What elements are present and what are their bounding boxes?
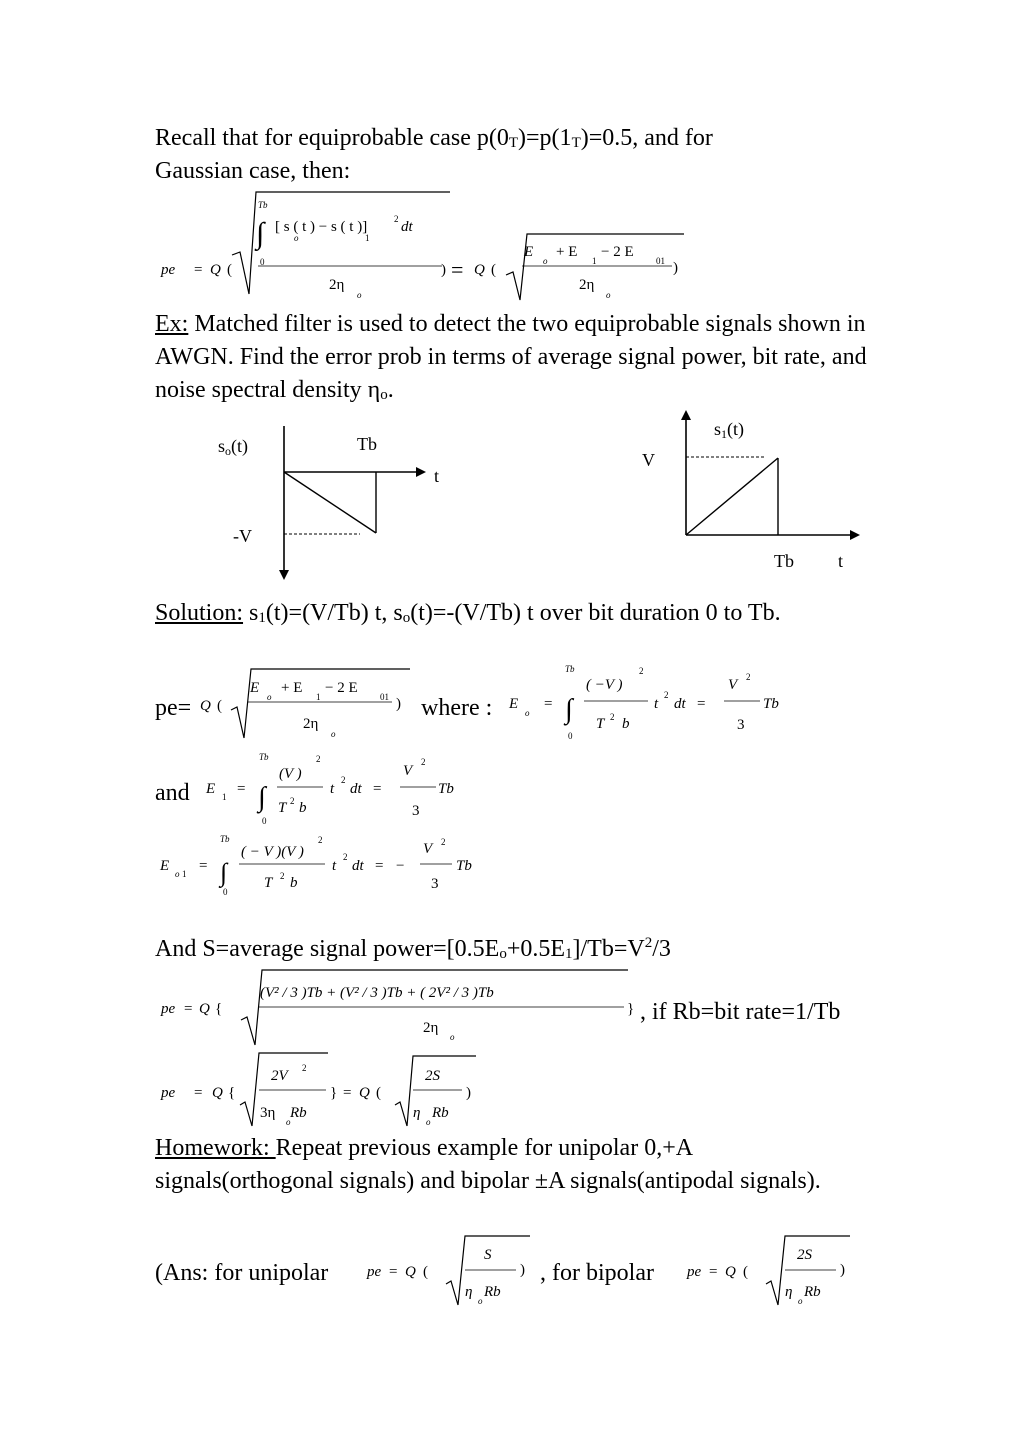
denominator-rb: Rb xyxy=(432,1105,449,1121)
intro-text: Recall that for equiprobable case p(0 xyxy=(155,125,509,151)
s1-t-label: t xyxy=(838,551,844,571)
superscript: 2 xyxy=(343,852,348,862)
q-function: Q xyxy=(359,1085,370,1101)
solution-text: (t)=(V/Tb) t, s xyxy=(265,600,403,626)
homework-label: Homework: xyxy=(155,1135,276,1161)
q-function: Q xyxy=(474,262,485,278)
dt: dt xyxy=(401,219,413,235)
example-text: Matched filter is used to detect the two equiprobable signals shown in AWGN. Find the error prob in terms of average signal power, bit rate, and noise spectral density xyxy=(155,311,867,403)
homework-text: Repeat previous example for unipolar 0,+A signals(orthogonal signals) and bipolar ±A signals(antipodal signals). xyxy=(155,1135,821,1194)
subscript: o xyxy=(798,1296,803,1306)
subscript: o xyxy=(543,256,548,266)
paren: ) xyxy=(396,696,401,712)
lower-limit: 0 xyxy=(223,887,228,897)
integral-sign: ∫ xyxy=(220,858,228,887)
plus-energy: + E xyxy=(281,680,303,696)
subscript: o xyxy=(267,692,272,702)
denominator-T: T xyxy=(264,875,273,891)
tb-factor: Tb xyxy=(438,781,454,797)
superscript: 2 xyxy=(644,935,653,951)
intro-text: )=0.5, and for xyxy=(580,125,713,151)
equals-sign: = xyxy=(709,1264,718,1280)
intro-text: )=p(1 xyxy=(518,125,572,151)
equals-sign: = xyxy=(544,696,553,712)
variable-t: t xyxy=(654,696,659,712)
lower-limit: 0 xyxy=(260,257,265,267)
upper-limit: Tb xyxy=(220,834,230,844)
minus-sign: − xyxy=(396,858,405,874)
subscript: T xyxy=(571,135,581,151)
energy-symbol: E xyxy=(509,696,519,712)
denominator-b: b xyxy=(290,875,298,891)
q-function: Q xyxy=(210,262,221,278)
equals-sign: = xyxy=(199,858,208,874)
subscript: o xyxy=(331,729,336,739)
denominator: 2η xyxy=(579,277,595,293)
superscript: 2 xyxy=(341,775,346,785)
subscript: 1 xyxy=(182,869,187,879)
paren: ( xyxy=(217,698,222,714)
paren: ( xyxy=(423,1264,428,1280)
solution-label: Solution: xyxy=(155,600,244,626)
paren: ( xyxy=(491,262,496,278)
subscript: o xyxy=(175,869,180,879)
brace: } xyxy=(330,1085,338,1101)
tb-factor: Tb xyxy=(456,858,472,874)
superscript: 2 xyxy=(664,690,669,700)
numerator-expression: (V² / 3 )Tb + (V² / 3 )Tb + ( 2V² / 3 )Tb xyxy=(260,985,494,1001)
q-function: Q xyxy=(725,1264,736,1280)
avg-power-text: ]/Tb=V xyxy=(572,936,645,962)
paren: ( xyxy=(227,262,232,278)
avg-power-text: +0.5E xyxy=(506,936,566,962)
denominator-eta: η xyxy=(465,1284,473,1300)
lower-limit: 0 xyxy=(568,731,573,741)
intro-text: Gaussian case, then: xyxy=(155,158,351,184)
s1-tb-label: Tb xyxy=(774,551,794,571)
subscript: o xyxy=(380,387,388,403)
s0-t-label: t xyxy=(434,466,440,486)
solution-text: (t)=-(V/Tb) t over bit duration 0 to Tb. xyxy=(410,600,781,626)
denominator: 2η xyxy=(423,1020,439,1036)
lower-limit: 0 xyxy=(262,816,267,826)
equals-sign: = xyxy=(237,781,246,797)
denominator: 3η xyxy=(260,1105,276,1121)
brace: { xyxy=(215,1001,223,1017)
dt: dt xyxy=(350,781,362,797)
avg-power-text: And S=average signal power=[0.5E xyxy=(155,936,500,962)
tb-factor: Tb xyxy=(763,696,779,712)
integral-sign: ∫ xyxy=(258,782,266,813)
denominator: 2η xyxy=(303,716,319,732)
denominator-eta: η xyxy=(785,1284,793,1300)
denominator-rb: Rb xyxy=(804,1284,821,1300)
numerator: ( − V )(V ) xyxy=(241,844,304,860)
denominator-b: b xyxy=(299,800,307,816)
q-function: Q xyxy=(199,1001,210,1017)
denominator-T: T xyxy=(596,716,605,732)
q-function: Q xyxy=(405,1264,416,1280)
denominator-rb: Rb xyxy=(290,1105,307,1121)
energy-symbol: E xyxy=(160,858,170,874)
plus-energy: + E xyxy=(556,244,578,260)
numerator: ( −V ) xyxy=(586,677,623,693)
subscript: 1 xyxy=(592,256,597,266)
numerator: 2S xyxy=(797,1247,812,1263)
brace: { xyxy=(228,1085,236,1101)
bitrate-note: , if Rb=bit rate=1/Tb xyxy=(640,999,841,1025)
superscript: 2 xyxy=(421,757,426,767)
and-label: and xyxy=(155,780,190,806)
superscript: 2 xyxy=(280,871,285,881)
q-function: Q xyxy=(212,1085,223,1101)
subscript: 1 xyxy=(222,792,227,802)
denominator-b: b xyxy=(622,716,630,732)
subscript: o xyxy=(286,1117,291,1127)
s0-label: so(t) xyxy=(218,436,249,458)
paren: ) xyxy=(840,1262,845,1278)
minus-energy: − 2 E xyxy=(325,680,358,696)
q-function: Q xyxy=(200,698,211,714)
numerator-expression: [ s ( t ) − s ( t )] xyxy=(275,219,368,235)
where-label: where : xyxy=(421,695,493,721)
equals-sign: = xyxy=(697,696,706,712)
equals-sign: = xyxy=(373,781,382,797)
dt: dt xyxy=(352,858,364,874)
subscript: o xyxy=(478,1296,483,1306)
denominator: 3 xyxy=(412,803,420,819)
equals-sign: = xyxy=(184,1001,193,1017)
numerator: S xyxy=(484,1247,492,1263)
brace: } xyxy=(627,1001,635,1017)
equals-sign: = xyxy=(375,858,384,874)
equals-sign: = xyxy=(389,1264,398,1280)
energy-symbol: E xyxy=(250,680,260,696)
numerator-V: V xyxy=(403,763,413,779)
pe-symbol: pe xyxy=(161,1001,176,1017)
example-text: . xyxy=(387,377,394,403)
paren: ) xyxy=(466,1085,471,1101)
subscript: o xyxy=(525,708,530,718)
subscript: 1 xyxy=(565,946,573,962)
variable-t: t xyxy=(330,781,335,797)
paren: ( xyxy=(743,1264,748,1280)
superscript: 2 xyxy=(316,754,321,764)
avg-power-text: /3 xyxy=(652,936,671,962)
integral-sign: ∫ xyxy=(565,694,573,725)
numerator: 2S xyxy=(425,1068,440,1084)
subscript: o xyxy=(606,290,611,300)
s0-tb-label: Tb xyxy=(357,434,377,454)
paren: ( xyxy=(376,1085,381,1101)
superscript: 2 xyxy=(290,796,295,806)
superscript: 2 xyxy=(441,837,446,847)
eta-symbol: η xyxy=(367,377,381,403)
upper-limit: Tb xyxy=(565,664,575,674)
denominator-rb: Rb xyxy=(484,1284,501,1300)
pe-symbol: pe xyxy=(161,1085,176,1101)
subscript: o xyxy=(450,1032,455,1042)
numerator-V: V xyxy=(728,677,738,693)
numerator: 2V xyxy=(271,1068,288,1084)
paren: ) xyxy=(673,260,678,276)
integral-sign: ∫ xyxy=(256,217,265,250)
energy-symbol: E xyxy=(524,244,534,260)
s0-negv-label: -V xyxy=(233,526,252,546)
numerator: (V ) xyxy=(279,766,302,782)
paren: ) xyxy=(441,262,446,278)
subscript: 1 xyxy=(258,610,266,626)
subscript: o xyxy=(499,946,507,962)
answer-unipolar-label: (Ans: for unipolar xyxy=(155,1260,329,1286)
equals-sign: = xyxy=(451,257,464,282)
dt: dt xyxy=(674,696,686,712)
pe-symbol: pe xyxy=(161,262,176,278)
equals-sign: = xyxy=(194,1085,203,1101)
paren: ) xyxy=(520,1262,525,1278)
superscript: 2 xyxy=(318,835,323,845)
superscript: 2 xyxy=(394,214,399,224)
variable-t: t xyxy=(332,858,337,874)
pe-symbol: pe xyxy=(687,1264,702,1280)
superscript: 2 xyxy=(639,666,644,676)
subscript: o xyxy=(426,1117,431,1127)
equals-sign: = xyxy=(194,262,203,278)
equals-sign: = xyxy=(343,1085,352,1101)
subscript: o xyxy=(357,290,362,300)
answer-bipolar-label: , for bipolar xyxy=(540,1260,654,1286)
energy-symbol: E xyxy=(206,781,216,797)
numerator-V: V xyxy=(423,841,433,857)
pe-label: pe= xyxy=(155,695,192,721)
upper-limit: Tb xyxy=(259,752,269,762)
subscript: T xyxy=(508,135,519,151)
denominator: 3 xyxy=(737,717,745,733)
subscript: 1 xyxy=(316,692,321,702)
solution-text: s xyxy=(243,600,259,626)
example-label: Ex: xyxy=(155,311,189,337)
denominator-T: T xyxy=(278,800,287,816)
s1-label: s1(t) xyxy=(714,419,745,441)
subscript: o xyxy=(294,233,299,243)
pe-symbol: pe xyxy=(367,1264,382,1280)
subscript: 01 xyxy=(380,692,389,702)
superscript: 2 xyxy=(302,1063,307,1073)
superscript: 2 xyxy=(746,672,751,682)
subscript: 1 xyxy=(365,233,370,243)
upper-limit: Tb xyxy=(258,200,268,210)
superscript: 2 xyxy=(610,712,615,722)
denominator-eta: η xyxy=(413,1105,421,1121)
s1-v-label: V xyxy=(642,450,655,470)
denominator: 3 xyxy=(431,876,439,892)
minus-energy: − 2 E xyxy=(601,244,634,260)
subscript: o xyxy=(402,610,411,626)
denominator: 2η xyxy=(329,277,345,293)
subscript: 01 xyxy=(656,256,665,266)
